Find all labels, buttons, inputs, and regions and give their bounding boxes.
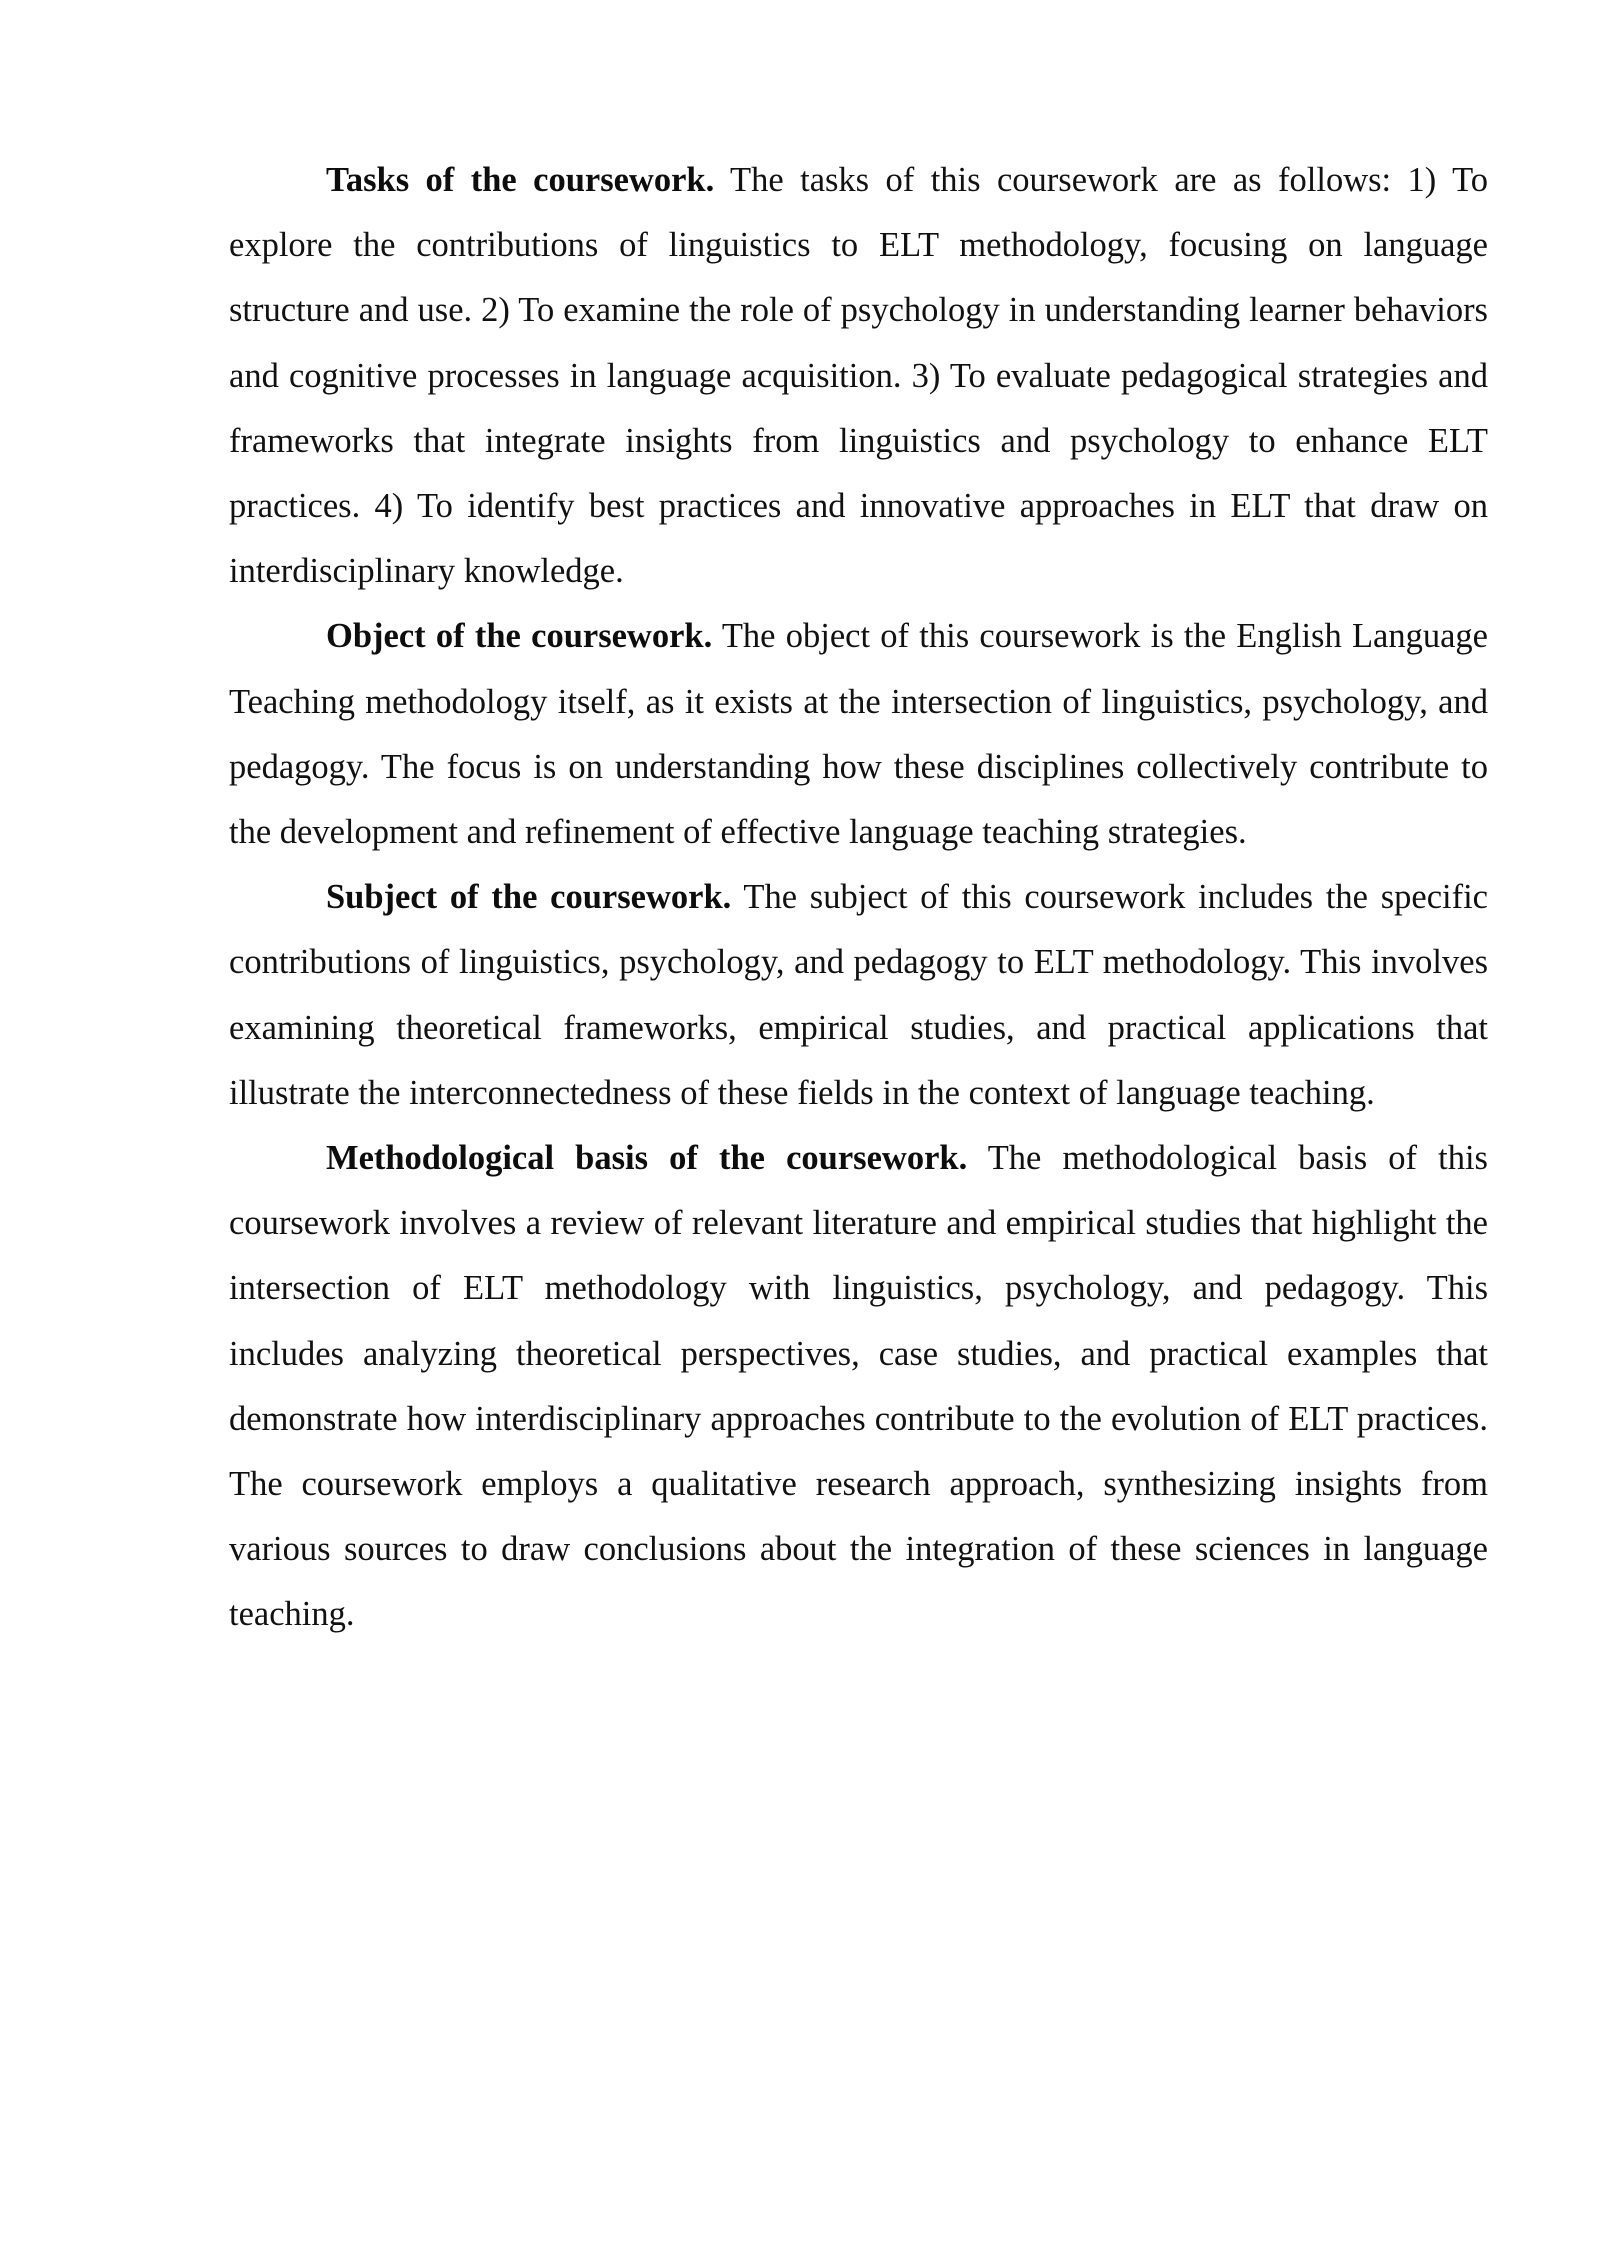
paragraph-object [229,604,1488,865]
paragraph-heading-object: Object of the coursework. [326,617,713,656]
paragraph-heading-tasks: Tasks of the coursework. [326,161,715,199]
document-body [229,148,1488,1648]
paragraph-text-object: The object of this coursework is the English Language Teaching methodology itself, as it exists at the intersection of linguistics, psychology, and pedagogy. The focus is on understanding how these disciplines collectively contribute to the development and refinement of effective language teaching strategies. [229,617,1488,852]
paragraph-heading-subject: Subject of the coursework. [326,878,732,917]
paragraph-subject [229,865,1488,1126]
paragraph-text-tasks: The tasks of this coursework are as follows: 1) To explore the contributions of linguistics to ELT methodology, focusing on language structure and use. 2) To examine the role of psychology in understanding learner behaviors and cognitive processes in language acquisition. 3) To evaluate pedagogical strategies and frameworks that integrate insights from linguistics and psychology to enhance ELT practices. 4) To identify best practices and innovative approaches in ELT that draw on interdisciplinary knowledge. [229,161,1488,591]
paragraph-tasks [229,148,1488,604]
paragraph-text-subject: The subject of this coursework includes the specific contributions of linguistics, psychology, and pedagogy to ELT methodology. This involves examining theoretical frameworks, empirical studies, and practical applications that illustrate the interconnectedness of these fields in the context of language teaching. [229,878,1488,1112]
paragraph-methodology [229,1126,1488,1648]
paragraph-text-methodology: The methodological basis of this coursework involves a review of relevant literature and empirical studies that highlight the intersection of ELT methodology with linguistics, psychology, and pedagogy. This includes analyzing theoretical perspectives, case studies, and practical examples that demonstrate how interdisciplinary approaches contribute to the evolution of ELT practices. The coursework employs a qualitative research approach, synthesizing insights from various sources to draw conclusions about the integration of these sciences in language teaching. [229,1139,1488,1634]
paragraph-heading-methodology: Methodological basis of the coursework. [326,1139,968,1178]
